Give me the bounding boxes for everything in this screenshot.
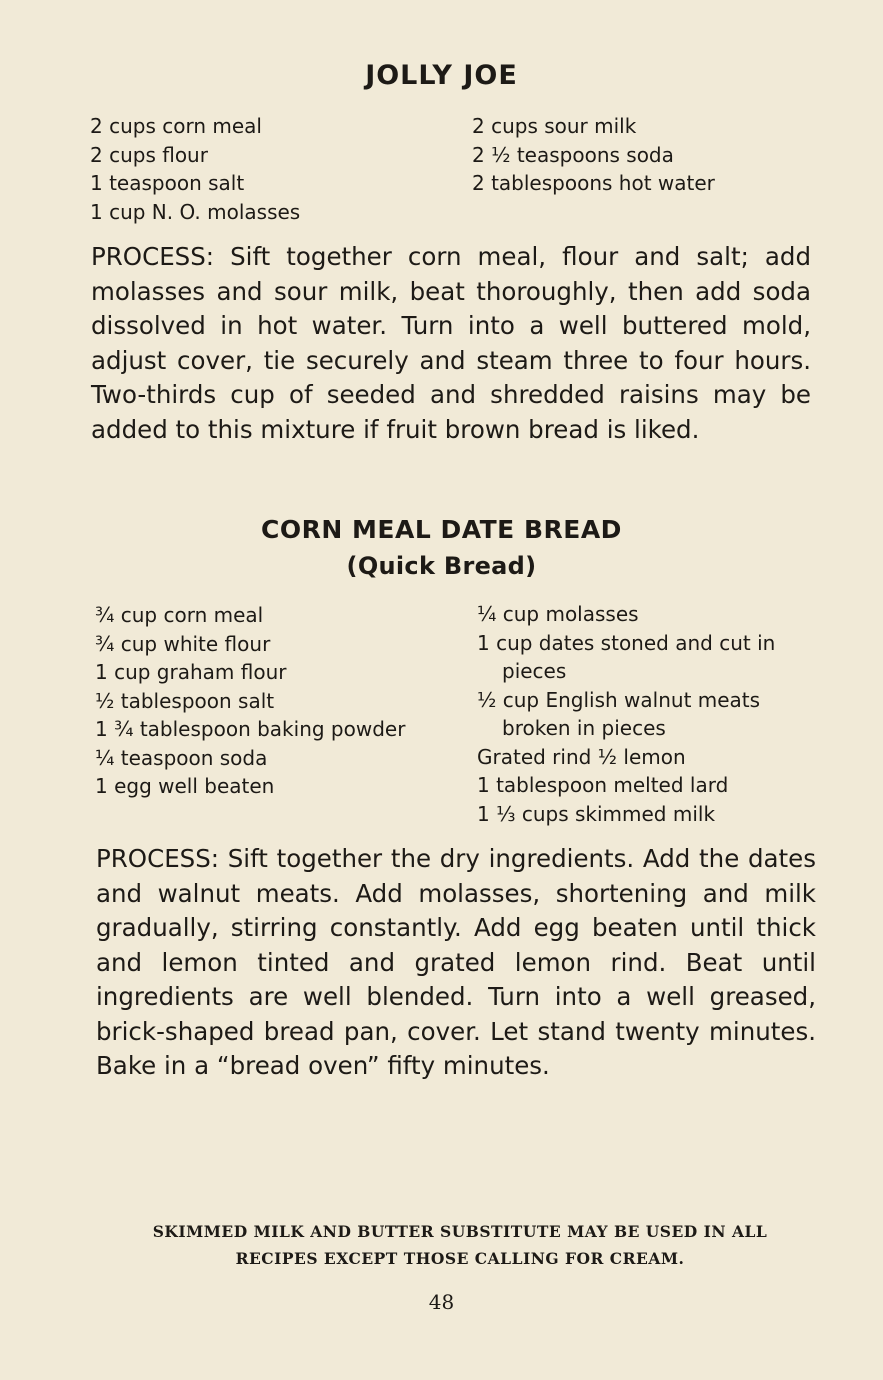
ingredient: 1 teaspoon salt bbox=[90, 171, 245, 195]
process-paragraph-jolly-joe bbox=[91, 240, 811, 447]
ingredient: 2 ½ teaspoons soda bbox=[472, 142, 674, 167]
ingredient: ½ cup English walnut meats bbox=[477, 687, 761, 712]
ingredient: ¾ cup corn meal bbox=[95, 603, 264, 627]
ingredients-left-jolly-joe bbox=[90, 112, 300, 226]
ingredient: 1 cup N. O. molasses bbox=[90, 199, 301, 224]
process-label: PROCESS: bbox=[91, 242, 215, 271]
recipe-title-corn-meal-date-bread: CORN MEAL DATE BREAD bbox=[261, 515, 622, 544]
ingredient: 1 ¾ tablespoon baking powder bbox=[95, 717, 406, 741]
ingredient: ¼ cup molasses bbox=[477, 602, 639, 626]
page-number: 48 bbox=[428, 1290, 455, 1314]
ingredient: 1 ⅓ cups skimmed milk bbox=[477, 801, 716, 826]
ingredient: ¾ cup white flour bbox=[95, 631, 271, 656]
ingredient: 1 tablespoon melted lard bbox=[477, 773, 729, 797]
ingredient: 1 egg well beaten bbox=[95, 774, 275, 798]
ingredient: 2 cups flour bbox=[90, 142, 208, 167]
ingredient: ½ tablespoon salt bbox=[95, 688, 275, 713]
recipe-title-jolly-joe: JOLLY JOE bbox=[365, 60, 518, 91]
footer-line: RECIPES EXCEPT THOSE CALLING FOR CREAM. bbox=[235, 1249, 685, 1268]
process-label: PROCESS: bbox=[96, 844, 220, 873]
process-text: Sift together the dry ingredients. Add the dates and walnut meats. Add molasses, shortening and milk gradually, stirring constantly. Add egg beaten until thick and lemon tinted and grated lemon rind. Beat until ingredients are well blended. Turn into a well greased, brick-shaped bread pan, cover. Let stand twenty minutes. Bake in a “bread oven” fifty minutes. bbox=[96, 844, 816, 1080]
recipe-subtitle: (Quick Bread) bbox=[346, 552, 537, 580]
footer-line: SKIMMED MILK AND BUTTER SUBSTITUTE MAY BE USED IN ALL bbox=[152, 1222, 768, 1241]
ingredient: 2 tablespoons hot water bbox=[472, 171, 715, 195]
ingredient: Grated rind ½ lemon bbox=[477, 744, 686, 769]
ingredients-left-date-bread bbox=[95, 601, 405, 801]
process-text: Sift together corn meal, flour and salt; add molasses and sour milk, beat thoroughly, then add soda dissolved in hot water. Turn into a well buttered mold, adjust cover, tie securely and steam three to four hours. Two-thirds cup of seeded and shredded raisins may be added to this mixture if fruit brown bread is liked. bbox=[91, 242, 811, 444]
ingredient: 1 cup graham flour bbox=[95, 660, 287, 684]
ingredient: ¼ teaspoon soda bbox=[95, 745, 268, 770]
ingredient: 2 cups sour milk bbox=[472, 114, 637, 138]
ingredient: 1 cup dates stoned and cut in bbox=[477, 630, 776, 655]
ingredients-right-date-bread bbox=[477, 600, 775, 828]
footer-note bbox=[60, 1218, 860, 1272]
ingredients-right-jolly-joe bbox=[472, 112, 715, 198]
ingredient: 2 cups corn meal bbox=[90, 114, 262, 138]
ingredient-continuation: pieces bbox=[502, 659, 567, 683]
ingredient-continuation: broken in pieces bbox=[502, 716, 666, 740]
process-paragraph-date-bread bbox=[96, 842, 816, 1084]
